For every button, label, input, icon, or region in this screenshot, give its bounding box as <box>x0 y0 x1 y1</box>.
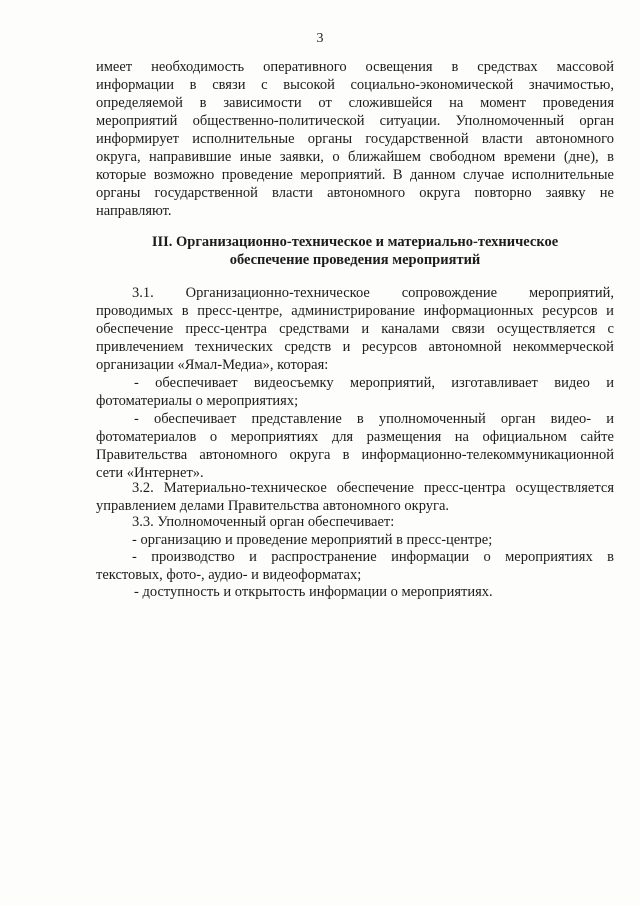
paragraph-3-2 <box>96 479 614 515</box>
bullet-video <box>96 374 614 410</box>
text-line: - обеспечивает представление в уполномоченный орган видео- и <box>134 411 614 427</box>
text-line: - производство и распространение информации о мероприятиях в <box>132 549 614 565</box>
bullet-presentation <box>96 410 614 482</box>
text-line: привлечением технических средств и ресурсов автономной некоммерческой <box>96 339 614 355</box>
text-line: - обеспечивает видеосъемку мероприятий, изготавливает видео и <box>134 375 614 391</box>
section-heading-line: III. Организационно-техническое и материально-техническое <box>151 234 559 250</box>
intro-paragraph <box>96 58 614 220</box>
section-heading-line: обеспечение проведения мероприятий <box>229 252 481 268</box>
text-line: проводимых в пресс-центре, администрирование информационных ресурсов и <box>96 303 614 319</box>
text-line: - организацию и проведение мероприятий в пресс-центре; <box>132 532 493 548</box>
text-line: направляют. <box>96 203 172 219</box>
text-line: имеет необходимость оперативного освещения в средствах массовой <box>96 59 614 75</box>
section-heading <box>96 233 614 269</box>
text-line: которые возможно проведение мероприятий. В данном случае исполнительные <box>96 167 614 183</box>
text-line: округа, направившие иные заявки, о ближайшем свободном времени (дне), в <box>96 149 614 165</box>
text-line: фотоматериалы о мероприятиях; <box>96 393 299 409</box>
text-line: 3.1. Организационно-техническое сопровождение мероприятий, <box>132 285 614 301</box>
text-line: организации «Ямал-Медиа», которая: <box>96 357 329 373</box>
text-line: управлением делами Правительства автономного округа. <box>96 498 450 514</box>
text-line: - доступность и открытость информации о мероприятиях. <box>134 584 493 600</box>
text-line: Правительства автономного округа в информационно-телекоммуникационной <box>96 447 614 463</box>
text-line: 3.3. Уполномоченный орган обеспечивает: <box>132 514 395 530</box>
text-line: текстовых, фото-, аудио- и видеоформатах; <box>96 567 362 583</box>
text-line: мероприятий общественно-политической ситуации. Уполномоченный орган <box>96 113 614 129</box>
page-number: 3 <box>316 31 324 46</box>
text-line: определяемой в зависимости от сложившейся на момент проведения <box>96 95 614 111</box>
text-line: сети «Интернет». <box>96 465 204 481</box>
text-line: 3.2. Материально-техническое обеспечение пресс-центра осуществляется <box>132 480 614 496</box>
text-line: обеспечение пресс-центра средствами и каналами связи осуществляется с <box>96 321 614 337</box>
text-line: органы государственной власти автономного округа повторно заявку не <box>96 185 614 201</box>
text-line: фотоматериалов о мероприятиях для размещения на официальном сайте <box>96 429 614 445</box>
bullet-production <box>96 548 614 584</box>
paragraph-3-3 <box>96 513 614 531</box>
paragraph-3-1 <box>96 284 614 374</box>
bullet-accessibility <box>96 583 614 601</box>
text-line: информирует исполнительные органы государственной власти автономного <box>96 131 614 147</box>
bullet-organization <box>96 531 614 549</box>
text-line: информации в связи с высокой социально-экономической значимостью, <box>96 77 614 93</box>
